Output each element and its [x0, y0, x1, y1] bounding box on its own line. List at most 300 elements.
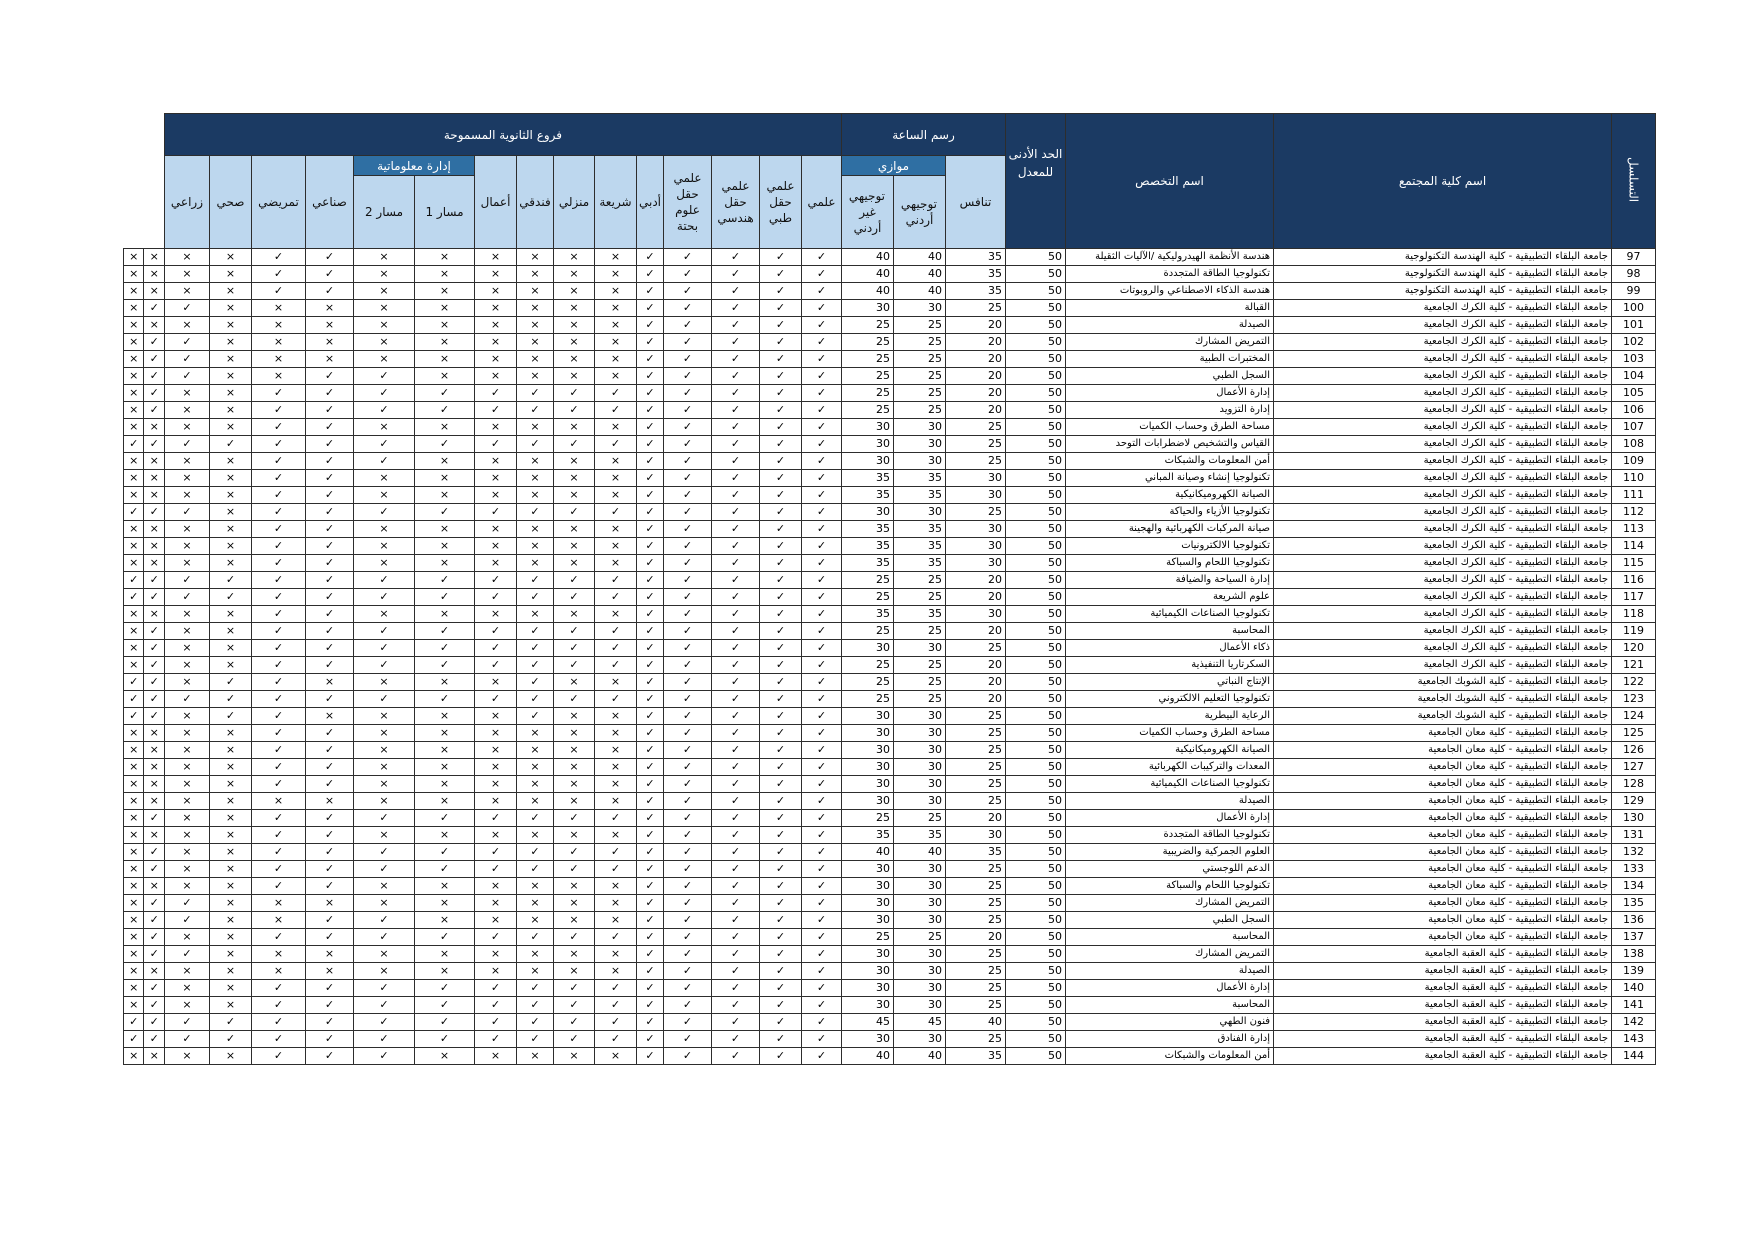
check-mark-icon: ✓: [760, 436, 802, 453]
fee-compete: 25: [946, 419, 1006, 436]
cross-mark-icon: ×: [144, 538, 164, 555]
check-mark-icon: ✓: [144, 844, 164, 861]
check-mark-icon: ✓: [664, 827, 712, 844]
fee-jordanian: 30: [894, 453, 946, 470]
fee-jordanian: 30: [894, 300, 946, 317]
cross-mark-icon: ×: [210, 997, 252, 1014]
fee-jordanian: 25: [894, 929, 946, 946]
check-mark-icon: ✓: [306, 1031, 354, 1048]
check-mark-icon: ✓: [252, 402, 306, 419]
college-name: جامعة البلقاء التطبيقية - كلية معان الجامعية: [1274, 912, 1612, 929]
specialization-name: العلوم الجمركية والضريبية: [1066, 844, 1274, 861]
cross-mark-icon: ×: [164, 657, 209, 674]
fee-compete: 20: [946, 589, 1006, 606]
check-mark-icon: ✓: [760, 487, 802, 504]
check-mark-icon: ✓: [637, 929, 664, 946]
cross-mark-icon: ×: [517, 963, 554, 980]
check-mark-icon: ✓: [252, 1048, 306, 1065]
min-average: 50: [1006, 657, 1066, 674]
check-mark-icon: ✓: [802, 249, 842, 266]
cross-mark-icon: ×: [124, 963, 144, 980]
cross-mark-icon: ×: [164, 929, 209, 946]
specialization-name: القياس والتشخيص لاضطرابات التوحد: [1066, 436, 1274, 453]
specialization-name: الصيدلة: [1066, 793, 1274, 810]
cross-mark-icon: ×: [595, 606, 637, 623]
cross-mark-icon: ×: [475, 453, 517, 470]
specialization-name: السكرتاريا التنفيذية: [1066, 657, 1274, 674]
min-average: 50: [1006, 487, 1066, 504]
check-mark-icon: ✓: [712, 572, 760, 589]
specialization-name: تكنولوجيا الصناعات الكيميائية: [1066, 606, 1274, 623]
check-mark-icon: ✓: [164, 1014, 209, 1031]
check-mark-icon: ✓: [124, 572, 144, 589]
header-health: صحي: [210, 156, 252, 249]
check-mark-icon: ✓: [760, 402, 802, 419]
check-mark-icon: ✓: [760, 708, 802, 725]
check-mark-icon: ✓: [637, 283, 664, 300]
cross-mark-icon: ×: [415, 453, 475, 470]
header-non-jordanian: توجيهي غير أردني: [842, 176, 894, 249]
fee-jordanian: 30: [894, 997, 946, 1014]
check-mark-icon: ✓: [595, 504, 637, 521]
fee-jordanian: 25: [894, 317, 946, 334]
cross-mark-icon: ×: [475, 963, 517, 980]
min-average: 50: [1006, 300, 1066, 317]
cross-mark-icon: ×: [210, 334, 252, 351]
cross-mark-icon: ×: [475, 827, 517, 844]
cross-mark-icon: ×: [124, 878, 144, 895]
check-mark-icon: ✓: [144, 810, 164, 827]
row-seq: 122: [1612, 674, 1656, 691]
table-row: [124, 300, 1656, 317]
cross-mark-icon: ×: [164, 963, 209, 980]
college-name: جامعة البلقاء التطبيقية - كلية معان الجامعية: [1274, 878, 1612, 895]
check-mark-icon: ✓: [306, 419, 354, 436]
check-mark-icon: ✓: [712, 555, 760, 572]
check-mark-icon: ✓: [306, 980, 354, 997]
check-mark-icon: ✓: [664, 249, 712, 266]
check-mark-icon: ✓: [595, 929, 637, 946]
check-mark-icon: ✓: [712, 368, 760, 385]
check-mark-icon: ✓: [637, 521, 664, 538]
specialization-name: القبالة: [1066, 300, 1274, 317]
college-name: جامعة البلقاء التطبيقية - كلية الكرك الجامعية: [1274, 504, 1612, 521]
min-average: 50: [1006, 589, 1066, 606]
specialization-name: إدارة التزويد: [1066, 402, 1274, 419]
fee-compete: 35: [946, 249, 1006, 266]
check-mark-icon: ✓: [760, 946, 802, 963]
check-mark-icon: ✓: [664, 946, 712, 963]
check-mark-icon: ✓: [712, 1048, 760, 1065]
cross-mark-icon: ×: [354, 266, 415, 283]
check-mark-icon: ✓: [252, 844, 306, 861]
cross-mark-icon: ×: [475, 470, 517, 487]
fee-jordanian: 25: [894, 810, 946, 827]
cross-mark-icon: ×: [475, 946, 517, 963]
fee-compete: 20: [946, 810, 1006, 827]
check-mark-icon: ✓: [164, 351, 209, 368]
cross-mark-icon: ×: [124, 912, 144, 929]
row-seq: 120: [1612, 640, 1656, 657]
check-mark-icon: ✓: [802, 589, 842, 606]
check-mark-icon: ✓: [637, 385, 664, 402]
fee-jordanian: 25: [894, 674, 946, 691]
cross-mark-icon: ×: [554, 742, 595, 759]
specialization-name: هندسة الذكاء الاصطناعي والروبوتات: [1066, 283, 1274, 300]
cross-mark-icon: ×: [415, 725, 475, 742]
check-mark-icon: ✓: [252, 810, 306, 827]
cross-mark-icon: ×: [124, 759, 144, 776]
check-mark-icon: ✓: [712, 895, 760, 912]
check-mark-icon: ✓: [664, 436, 712, 453]
check-mark-icon: ✓: [664, 810, 712, 827]
check-mark-icon: ✓: [637, 912, 664, 929]
check-mark-icon: ✓: [802, 385, 842, 402]
header-sci-pure: علمي حقل علوم بحتة: [664, 156, 712, 249]
check-mark-icon: ✓: [712, 266, 760, 283]
cross-mark-icon: ×: [517, 538, 554, 555]
fee-compete: 30: [946, 470, 1006, 487]
check-mark-icon: ✓: [712, 419, 760, 436]
cross-mark-icon: ×: [124, 640, 144, 657]
cross-mark-icon: ×: [595, 249, 637, 266]
cross-mark-icon: ×: [124, 283, 144, 300]
min-average: 50: [1006, 317, 1066, 334]
check-mark-icon: ✓: [664, 691, 712, 708]
check-mark-icon: ✓: [802, 572, 842, 589]
row-seq: 138: [1612, 946, 1656, 963]
header-parallel: موازي: [842, 156, 946, 176]
check-mark-icon: ✓: [637, 861, 664, 878]
cross-mark-icon: ×: [595, 878, 637, 895]
check-mark-icon: ✓: [124, 504, 144, 521]
table-row: [124, 895, 1656, 912]
specialization-name: الصيانة الكهروميكانيكية: [1066, 742, 1274, 759]
check-mark-icon: ✓: [664, 300, 712, 317]
check-mark-icon: ✓: [124, 589, 144, 606]
header-track-2: مسار 2: [354, 176, 415, 249]
check-mark-icon: ✓: [802, 1048, 842, 1065]
check-mark-icon: ✓: [415, 997, 475, 1014]
check-mark-icon: ✓: [144, 385, 164, 402]
specialization-name: تكنولوجيا التعليم الالكتروني: [1066, 691, 1274, 708]
check-mark-icon: ✓: [802, 538, 842, 555]
min-average: 50: [1006, 555, 1066, 572]
row-seq: 136: [1612, 912, 1656, 929]
cross-mark-icon: ×: [144, 266, 164, 283]
cross-mark-icon: ×: [517, 453, 554, 470]
check-mark-icon: ✓: [210, 436, 252, 453]
college-name: جامعة البلقاء التطبيقية - كلية معان الجامعية: [1274, 725, 1612, 742]
cross-mark-icon: ×: [252, 895, 306, 912]
check-mark-icon: ✓: [637, 623, 664, 640]
check-mark-icon: ✓: [760, 674, 802, 691]
cross-mark-icon: ×: [475, 674, 517, 691]
check-mark-icon: ✓: [802, 742, 842, 759]
table-row: [124, 249, 1656, 266]
min-average: 50: [1006, 725, 1066, 742]
check-mark-icon: ✓: [802, 776, 842, 793]
cross-mark-icon: ×: [164, 878, 209, 895]
check-mark-icon: ✓: [252, 929, 306, 946]
table-body: [124, 249, 1656, 1065]
specialization-name: إدارة الفنادق: [1066, 1031, 1274, 1048]
table-row: [124, 419, 1656, 436]
cross-mark-icon: ×: [415, 555, 475, 572]
fee-non-jordanian: 30: [842, 980, 894, 997]
cross-mark-icon: ×: [595, 368, 637, 385]
check-mark-icon: ✓: [760, 623, 802, 640]
cross-mark-icon: ×: [252, 946, 306, 963]
cross-mark-icon: ×: [554, 453, 595, 470]
cross-mark-icon: ×: [210, 929, 252, 946]
cross-mark-icon: ×: [210, 657, 252, 674]
cross-mark-icon: ×: [475, 742, 517, 759]
check-mark-icon: ✓: [554, 980, 595, 997]
cross-mark-icon: ×: [210, 623, 252, 640]
cross-mark-icon: ×: [354, 963, 415, 980]
check-mark-icon: ✓: [252, 725, 306, 742]
check-mark-icon: ✓: [475, 640, 517, 657]
check-mark-icon: ✓: [252, 708, 306, 725]
min-average: 50: [1006, 640, 1066, 657]
cross-mark-icon: ×: [210, 946, 252, 963]
check-mark-icon: ✓: [637, 963, 664, 980]
college-name: جامعة البلقاء التطبيقية - كلية الكرك الجامعية: [1274, 572, 1612, 589]
check-mark-icon: ✓: [637, 827, 664, 844]
cross-mark-icon: ×: [210, 351, 252, 368]
check-mark-icon: ✓: [664, 368, 712, 385]
check-mark-icon: ✓: [637, 368, 664, 385]
check-mark-icon: ✓: [252, 997, 306, 1014]
fee-non-jordanian: 30: [842, 453, 894, 470]
check-mark-icon: ✓: [124, 674, 144, 691]
min-average: 50: [1006, 623, 1066, 640]
check-mark-icon: ✓: [637, 402, 664, 419]
cross-mark-icon: ×: [415, 963, 475, 980]
check-mark-icon: ✓: [554, 1014, 595, 1031]
fee-compete: 25: [946, 504, 1006, 521]
check-mark-icon: ✓: [637, 436, 664, 453]
cross-mark-icon: ×: [354, 283, 415, 300]
check-mark-icon: ✓: [637, 1031, 664, 1048]
check-mark-icon: ✓: [415, 1014, 475, 1031]
check-mark-icon: ✓: [760, 385, 802, 402]
table-row: [124, 657, 1656, 674]
cross-mark-icon: ×: [554, 963, 595, 980]
check-mark-icon: ✓: [664, 725, 712, 742]
check-mark-icon: ✓: [760, 691, 802, 708]
cross-mark-icon: ×: [144, 487, 164, 504]
cross-mark-icon: ×: [164, 776, 209, 793]
fee-jordanian: 30: [894, 419, 946, 436]
cross-mark-icon: ×: [210, 725, 252, 742]
check-mark-icon: ✓: [306, 1014, 354, 1031]
college-name: جامعة البلقاء التطبيقية - كلية الكرك الجامعية: [1274, 538, 1612, 555]
cross-mark-icon: ×: [517, 300, 554, 317]
cross-mark-icon: ×: [475, 776, 517, 793]
cross-mark-icon: ×: [164, 674, 209, 691]
cross-mark-icon: ×: [595, 487, 637, 504]
cross-mark-icon: ×: [354, 793, 415, 810]
min-average: 50: [1006, 844, 1066, 861]
check-mark-icon: ✓: [306, 623, 354, 640]
table-row: [124, 861, 1656, 878]
check-mark-icon: ✓: [664, 487, 712, 504]
fee-jordanian: 45: [894, 1014, 946, 1031]
check-mark-icon: ✓: [760, 504, 802, 521]
check-mark-icon: ✓: [306, 776, 354, 793]
fee-non-jordanian: 40: [842, 266, 894, 283]
cross-mark-icon: ×: [144, 1048, 164, 1065]
cross-mark-icon: ×: [554, 674, 595, 691]
check-mark-icon: ✓: [517, 674, 554, 691]
check-mark-icon: ✓: [252, 827, 306, 844]
cross-mark-icon: ×: [595, 266, 637, 283]
fee-jordanian: 25: [894, 351, 946, 368]
fee-jordanian: 30: [894, 895, 946, 912]
check-mark-icon: ✓: [554, 640, 595, 657]
check-mark-icon: ✓: [354, 929, 415, 946]
fee-non-jordanian: 30: [842, 793, 894, 810]
specialization-name: صيانة المركبات الكهربائية والهجينة: [1066, 521, 1274, 538]
check-mark-icon: ✓: [144, 504, 164, 521]
table-row: [124, 521, 1656, 538]
check-mark-icon: ✓: [664, 504, 712, 521]
check-mark-icon: ✓: [760, 878, 802, 895]
check-mark-icon: ✓: [306, 453, 354, 470]
fee-non-jordanian: 40: [842, 1048, 894, 1065]
check-mark-icon: ✓: [664, 708, 712, 725]
cross-mark-icon: ×: [517, 606, 554, 623]
cross-mark-icon: ×: [210, 878, 252, 895]
fee-compete: 20: [946, 929, 1006, 946]
fee-non-jordanian: 25: [842, 691, 894, 708]
cross-mark-icon: ×: [415, 283, 475, 300]
college-name: جامعة البلقاء التطبيقية - كلية الكرك الجامعية: [1274, 317, 1612, 334]
check-mark-icon: ✓: [144, 589, 164, 606]
check-mark-icon: ✓: [252, 436, 306, 453]
fee-jordanian: 30: [894, 725, 946, 742]
check-mark-icon: ✓: [554, 997, 595, 1014]
cross-mark-icon: ×: [144, 555, 164, 572]
cross-mark-icon: ×: [210, 793, 252, 810]
min-average: 50: [1006, 742, 1066, 759]
fee-non-jordanian: 35: [842, 487, 894, 504]
row-seq: 114: [1612, 538, 1656, 555]
header-specialization: اسم التخصص: [1066, 114, 1274, 249]
check-mark-icon: ✓: [637, 878, 664, 895]
cross-mark-icon: ×: [124, 300, 144, 317]
fee-compete: 30: [946, 555, 1006, 572]
table-row: [124, 555, 1656, 572]
header-seq: [1612, 114, 1656, 249]
check-mark-icon: ✓: [517, 929, 554, 946]
fee-jordanian: 35: [894, 538, 946, 555]
table-row: [124, 368, 1656, 385]
check-mark-icon: ✓: [354, 504, 415, 521]
check-mark-icon: ✓: [354, 1031, 415, 1048]
check-mark-icon: ✓: [802, 487, 842, 504]
check-mark-icon: ✓: [144, 1014, 164, 1031]
cross-mark-icon: ×: [595, 453, 637, 470]
check-mark-icon: ✓: [664, 385, 712, 402]
check-mark-icon: ✓: [144, 572, 164, 589]
check-mark-icon: ✓: [475, 691, 517, 708]
check-mark-icon: ✓: [354, 589, 415, 606]
check-mark-icon: ✓: [595, 402, 637, 419]
cross-mark-icon: ×: [210, 963, 252, 980]
specialization-name: السجل الطبي: [1066, 912, 1274, 929]
check-mark-icon: ✓: [802, 317, 842, 334]
fee-jordanian: 30: [894, 640, 946, 657]
fee-non-jordanian: 30: [842, 895, 894, 912]
admissions-sheet: [123, 113, 1656, 1065]
check-mark-icon: ✓: [760, 317, 802, 334]
check-mark-icon: ✓: [164, 1031, 209, 1048]
college-name: جامعة البلقاء التطبيقية - كلية معان الجامعية: [1274, 895, 1612, 912]
cross-mark-icon: ×: [354, 419, 415, 436]
cross-mark-icon: ×: [210, 538, 252, 555]
check-mark-icon: ✓: [712, 487, 760, 504]
check-mark-icon: ✓: [760, 1031, 802, 1048]
cross-mark-icon: ×: [164, 997, 209, 1014]
check-mark-icon: ✓: [354, 980, 415, 997]
check-mark-icon: ✓: [517, 1014, 554, 1031]
check-mark-icon: ✓: [252, 742, 306, 759]
check-mark-icon: ✓: [760, 827, 802, 844]
check-mark-icon: ✓: [475, 1031, 517, 1048]
check-mark-icon: ✓: [637, 589, 664, 606]
header-allowed-branches: فروع الثانوية المسموحة: [164, 114, 841, 156]
check-mark-icon: ✓: [637, 249, 664, 266]
fee-non-jordanian: 25: [842, 929, 894, 946]
check-mark-icon: ✓: [712, 980, 760, 997]
specialization-name: علوم الشريعة: [1066, 589, 1274, 606]
check-mark-icon: ✓: [637, 640, 664, 657]
cross-mark-icon: ×: [554, 1048, 595, 1065]
row-seq: 111: [1612, 487, 1656, 504]
cross-mark-icon: ×: [595, 334, 637, 351]
check-mark-icon: ✓: [760, 725, 802, 742]
fee-non-jordanian: 40: [842, 249, 894, 266]
check-mark-icon: ✓: [595, 980, 637, 997]
check-mark-icon: ✓: [144, 640, 164, 657]
header-sharia: شريعة: [595, 156, 637, 249]
specialization-name: المختبرات الطبية: [1066, 351, 1274, 368]
min-average: 50: [1006, 436, 1066, 453]
fee-jordanian: 30: [894, 708, 946, 725]
check-mark-icon: ✓: [664, 317, 712, 334]
check-mark-icon: ✓: [802, 283, 842, 300]
table-row: [124, 334, 1656, 351]
fee-non-jordanian: 30: [842, 878, 894, 895]
cross-mark-icon: ×: [306, 334, 354, 351]
cross-mark-icon: ×: [210, 317, 252, 334]
cross-mark-icon: ×: [210, 266, 252, 283]
cross-mark-icon: ×: [475, 538, 517, 555]
check-mark-icon: ✓: [664, 657, 712, 674]
check-mark-icon: ✓: [554, 861, 595, 878]
fee-compete: 20: [946, 351, 1006, 368]
fee-jordanian: 30: [894, 912, 946, 929]
check-mark-icon: ✓: [664, 351, 712, 368]
cross-mark-icon: ×: [210, 368, 252, 385]
check-mark-icon: ✓: [306, 759, 354, 776]
fee-non-jordanian: 30: [842, 640, 894, 657]
cross-mark-icon: ×: [354, 351, 415, 368]
check-mark-icon: ✓: [306, 725, 354, 742]
